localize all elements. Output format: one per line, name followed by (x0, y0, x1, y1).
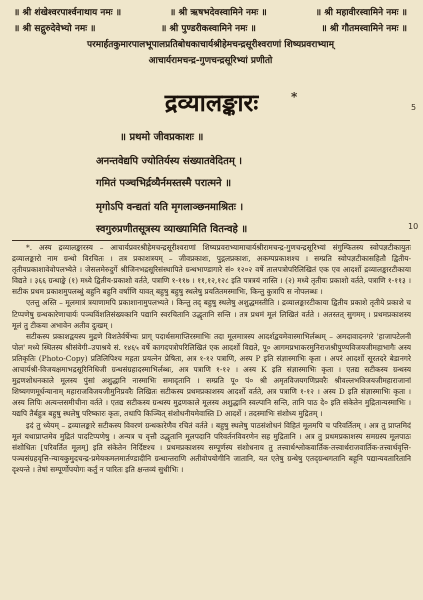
verse-line-3: मृगोऽपि वन्द्यतां यति मृगलाञ्छनमाश्रितः । (96, 202, 244, 213)
title-footnote-mark: * (291, 90, 298, 104)
invocation-row-2 (14, 23, 407, 35)
footnote-divider (12, 240, 410, 241)
commentary-paragraph-3: सटीकस्य प्रकाशद्वयस्य मुद्रणे विशतेर्वर्षेभ्यः प्राग् पदार्थसमाप्तिरस्माभिः तदा मूलमात्रस्य आदर्शद्वयमेवास्माभिर्लब्धम् – अमदावादनगरे 'हाजापटेलनी पोल' मध्ये स्थितस्य श्रीसंवेगी–उपाश्रये सं. १४६५ वर्षे कागदपत्रोपरिलिखितं एक आदर्शो विद्यते, पू० आगमप्रभाकरमुनिराजश्रीपुण्यविजयजीमहाभागैः अस्य प्रतिकृतिः (Photo-Copy) प्रतिलिपिश्च महता प्रयत्नेन प्रेषिता, अत्र १-१२ पत्राणि, अस्य P इति संज्ञास्माभिः कृता । अपरं आदर्शो सूरतदरे बेडानगरे आचार्यश्री-विजयक्षमाभद्रसूरिनिधिजी ग्रन्थसंग्रहादस्माभिर्लब्धः, अत्र पत्राणि १-१२ । अस्य K इति संज्ञास्माभिः कृता । एतद्य सटीकस्य ग्रन्थस्य मुद्रणशोधनकाले मूलस्य पुंसां अशुद्धानि नास्माभिः समादृतानि । सम्प्रति पू० पं० श्री अमृतविजयगणिप्रवरैः श्रीवल्लभविजयजीमहाराजानां शिष्यगणमूर्धन्यानाम् महाराजविजयजीमुनिप्रवरैः लिखितः सटीकस्य प्रथमप्रकाशस्य आदर्शो वर्तते, अत्र पत्राणि १-१२ । अस्य D इति संज्ञास्माभिः कृता । अस्य लिपिः अत्यन्तसमीचीना वर्तते । एतद्य सटीकस्य ग्रन्थस्य मुद्रणकाले मूलस्य अशुद्धानि स्वल्पानि सन्ति, तानि पाठ दे० इति संकेतेन मुद्रितान्यस्माभिः । यद्यपि तैर्बहुत्र बहुषु स्थलेषु परिष्कारः कृतः, तथापि किञ्चित् संशोधनीयमेवास्ति D आदर्शे । तदस्माभिः संशोध्य मुद्रितम् । (12, 331, 411, 419)
invocation-rishabhdev: ॥ श्री ऋषभदेवस्वामिने नमः ॥ (170, 8, 267, 18)
verse-line-2: गमितं पञ्चभिर्द्रव्यैर्नमस्तस्मै परात्मने ॥ (96, 178, 232, 189)
invocation-shankheshwar: ॥ श्री शंखेश्वरपार्श्वनाथाय नमः ॥ (14, 8, 122, 18)
invocation-mahavir: ॥ श्री महावीरस्वामिने नमः ॥ (315, 8, 407, 18)
author-attribution-line-2: आचार्यरामचन्द्र-गुणचन्द्रसूरिभ्यां प्रणीतो (148, 56, 273, 66)
margin-line-number-10: 10 (408, 222, 419, 231)
commentary-paragraph-1: *. अस्य द्रव्यालङ्कारस्य – आचार्यप्रवरश्रीहेमचन्द्रसूरीश्वराणां शिष्यप्रवराभ्यामाचार्यश्रीरामचन्द्र-गुणचन्द्रसूरिभ्यां संगुम्फितस्य स्वोपज्ञटीकायुतः द्रव्यालङ्कारो नाम ग्रन्थो विरचितः । तत्र प्रकाशत्रयम् – जीवप्रकाशः, पुद्गलप्रकाशः, अकम्पप्रकाशश्च । सम्प्रति स्वोपज्ञटीकासहितौ द्वितीय-तृतीयप्रकाशावेवोपलभ्येते । जेसलमेरुदुर्गे श्रीजिनभद्रसूरिसंस्थापिते ग्रन्थभाण्डागारे सं० १२०२ वर्षे तालपत्रोपरिलिखितं एक एव आदर्शो द्रव्यालङ्कारटीकाया विद्यते । ३६६ ग्रन्थाङ्के (१) मध्ये द्वितीय-प्रकाशो वर्तते, पत्राणि १-११७ । ११,१२,१२८ इति पत्रत्रयं नास्ति । (२) मध्ये तृतीयः प्रकाशो वर्तते, पत्राणि १-११३ । सटीक प्रथम प्रकाशमुपलब्धुं बहुनि बहुनि वर्षाणि यावत् बहुषु बहुषु स्थलेषु प्रयतितमस्माभिः, किन्तु कुत्रापि स नोपलब्धः । (12, 243, 411, 297)
commentary-paragraph-2: एतत्तु अस्ति – मूलमात्रं त्रयाणामपि प्रकाशानामुपलभ्यते । किन्तु तद् बहुषु स्थलेषु अशुद्धमस्तीति । द्रव्यालङ्कारटीकाया द्वितीय प्रकाशे तृतीये प्रकाशे च टिप्पणेषु ग्रन्थकारेणाचार्यः पञ्चविंशतिसंख्यकानि पद्यानि स्वरचितानि उद्धृतानि सन्ति । तत्र प्रथमं मूलं लिखितं वर्तते । अतस्तत् सुगमम् । प्रथमप्रकाशस्य मूलं तु टीकया अभावेन अतीव दुःखम् । (12, 298, 411, 330)
chapter-heading: ॥ प्रथमो जीवप्रकाशः ॥ (120, 132, 204, 143)
commentary-paragraph-4: इदं तु ध्येयम् – द्रव्यालङ्कारे सटीकस्य विवरणं ग्रन्थकारेणैव रचितं वर्तते । बहुषु स्थलेषु पाठसंशोधनं विहितं मूलमपि च परिवर्तितम् । अत्र तु प्राप्तमिदं मूलं यथाप्राप्तमेव मुद्रितं पादटिप्पणेषु । अन्यत्र च वृत्तौ उद्धृतानि मूलपदानि परिवर्तनविवरणेन सह मुद्रितानि । अत्र तु प्रथमप्रकाशस्य समग्रस्य मूलपाठः संशोधितः [परिवर्तित मूलम्] इति संकेतेन निर्दिष्टश्च । प्रथमप्रकाशस्य सम्पूर्णस्य संशोधनाय तु तत्त्वार्थश्लोकवार्तिक-तत्त्वार्थराजवार्तिक-तत्त्वार्थवृत्ति-पञ्चसंग्रहवृत्ति-न्यायकुमुदचन्द्र-प्रमेयकमलमार्तण्डादीनि ग्रन्थान्तराणि अतीवोपयोगीनि जातानि, यत एतेषु ग्रन्थेषु एतद्ग्रन्थगतानि बहूनि पद्यान्यवतारितानि दृश्यन्ते । तेषां सम्पूर्णोपयोगः कर्तुं न पारितः इति क्षन्तव्यं सुधीभिः । (12, 420, 411, 474)
footnote-commentary (12, 242, 411, 596)
invocation-row-1 (14, 7, 407, 19)
invocation-sadgurudev: ॥ श्री सद्गुरुदेवेभ्यो नमः ॥ (14, 24, 96, 34)
margin-line-number-5: 5 (411, 103, 417, 112)
book-title: द्रव्यालङ्कारः (164, 88, 259, 117)
verse-line-4: स्वगुरुप्रणीतसूत्रस्य व्याख्यामिति वितन्वहे ॥ (96, 224, 248, 235)
verse-line-1: अनन्तवेद्यपि ज्योतिर्यस्य संख्यातवेदितम् । (96, 156, 243, 167)
author-attribution-line-1: परमार्हतकुमारपालभूपालप्रतिबोधकाचार्यश्रीहेमचन्द्रसूरीश्वराणां शिष्यप्रवराभ्याम् (87, 40, 334, 50)
invocation-pundarik: ॥ श्री पुण्डरीकस्वामिने नमः ॥ (161, 24, 256, 34)
invocation-gautam: ॥ श्री गौतमस्वामिने नमः ॥ (321, 24, 407, 34)
